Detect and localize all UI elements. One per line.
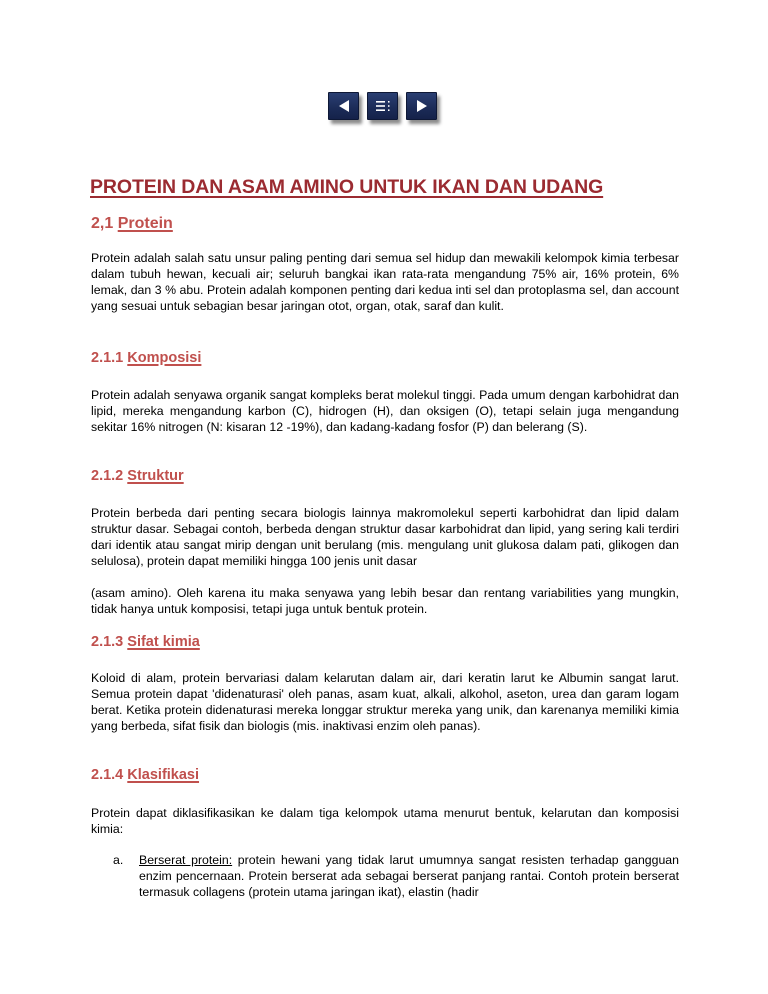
triangle-left-icon xyxy=(337,99,351,113)
section-heading-protein xyxy=(91,215,173,233)
triangle-right-icon xyxy=(415,99,429,113)
page-title: PROTEIN DAN ASAM AMINO UNTUK IKAN DAN UDANG xyxy=(90,176,604,198)
section-link-komposisi[interactable]: Komposisi xyxy=(127,350,202,366)
section-heading-klasifikasi xyxy=(91,767,199,783)
paragraph-struktur-continued: (asam amino). Oleh karena itu maka senyawa yang lebih besar dan rentang variabilities yang mungkin, tidak hanya untuk komposisi, tetapi juga untuk bentuk protein. xyxy=(91,586,679,616)
navigation-buttons xyxy=(328,92,437,120)
list-term: Berserat protein: xyxy=(139,853,233,867)
section-link-sifat-kimia[interactable]: Sifat kimia xyxy=(127,634,200,650)
section-number: 2.1.3 xyxy=(91,634,124,650)
menu-button[interactable] xyxy=(367,92,398,120)
classification-list xyxy=(91,852,679,900)
section-heading-sifat-kimia xyxy=(91,634,200,650)
section-link-struktur[interactable]: Struktur xyxy=(127,468,184,484)
section-heading-struktur xyxy=(91,468,184,484)
section-number: 2.1.1 xyxy=(91,350,124,366)
section-link-protein[interactable]: Protein xyxy=(117,215,173,232)
paragraph-sifat-kimia: Koloid di alam, protein bervariasi dalam kelarutan dalam air, dari keratin larut ke Albumin sangat larut. Semua protein dapat 'didenaturasi' oleh panas, asam kuat, alkali, alkohol, aseton, urea dan garam logam berat. Ketika protein didenaturasi mereka longgar struktur mereka yang unik, dan karenanya memiliki kimia yang berbeda, sifat fisik dan biologis (mis. inaktivasi enzim oleh panas). xyxy=(91,671,679,733)
section-number: 2.1.4 xyxy=(91,767,124,783)
paragraph-protein: Protein adalah salah satu unsur paling penting dari semua sel hidup dan mewakili kelompok kimia terbesar dalam tubuh hewan, kecuali air; seluruh bangkai ikan rata-rata mengandung 75% air, 16% protein, 6% lemak, dan 3 % abu. Protein adalah komponen penting dari kedua inti sel dan protoplasma sel, dan account yang sesuai untuk sebagian besar jaringan otot, organ, otak, saraf dan kulit. xyxy=(91,251,679,313)
list-marker: a. xyxy=(113,853,124,867)
previous-page-button[interactable] xyxy=(328,92,359,120)
paragraph-komposisi: Protein adalah senyawa organik sangat kompleks berat molekul tinggi. Pada umum dengan karbohidrat dan lipid, mereka mengandung karbon (C), hidrogen (H), dan oksigen (O), tetapi selain juga mengandung sekitar 16% nitrogen (N: kisaran 12 -19%), dan kadang-kadang fosfor (P) dan belerang (S). xyxy=(91,388,679,434)
list-text: protein hewani yang tidak larut umumnya sangat resisten terhadap gangguan enzim pencernaan. Protein berserat ada sebagai berserat panjang rantai. Contoh protein berserat termasuk collagens (protein utama jaringan ikat), elastin (hadir xyxy=(139,853,679,899)
section-heading-komposisi xyxy=(91,350,201,366)
section-link-klasifikasi[interactable]: Klasifikasi xyxy=(127,767,200,783)
list-item xyxy=(91,852,679,900)
paragraph-klasifikasi: Protein dapat diklasifikasikan ke dalam tiga kelompok utama menurut bentuk, kelarutan dan komposisi kimia: xyxy=(91,806,679,836)
section-number: 2.1.2 xyxy=(91,468,124,484)
paragraph-struktur: Protein berbeda dari penting secara biologis lainnya makromolekul seperti karbohidrat dan lipid dalam struktur dasar. Sebagai contoh, berbeda dengan struktur dasar karbohidrat dan lipid, yang sering kali terdiri dari identik atau sangat mirip dengan unit berulang (mis. mengulang unit glukosa dalam pati, glikogen dan selulosa), protein dapat memiliki hingga 100 jenis unit dasar xyxy=(91,506,679,568)
next-page-button[interactable] xyxy=(406,92,437,120)
list-menu-icon xyxy=(375,99,391,113)
section-number: 2,1 xyxy=(91,215,114,232)
